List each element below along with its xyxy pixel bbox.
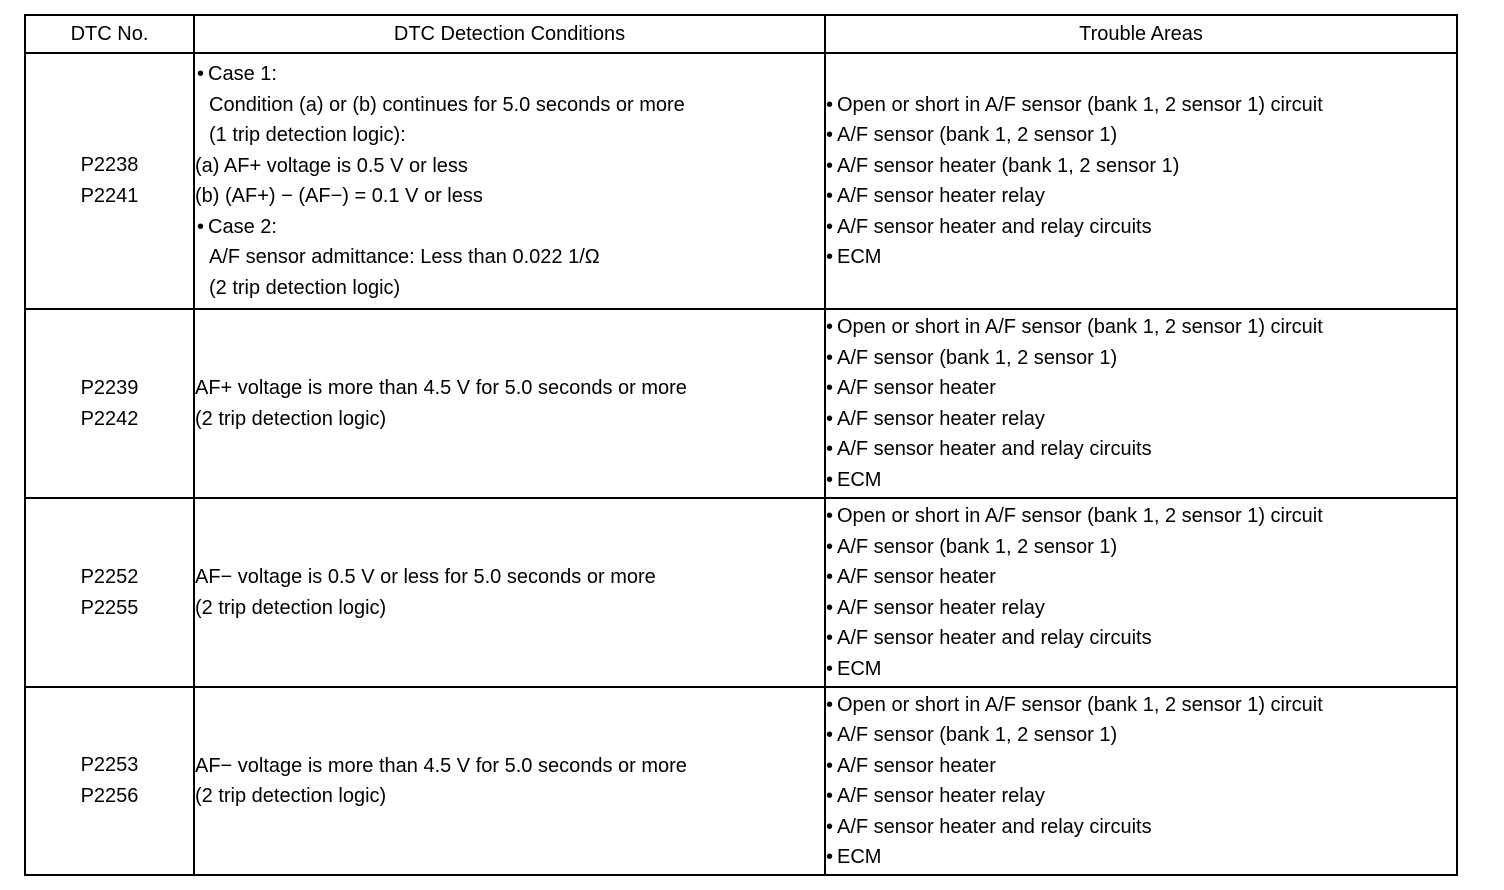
list-item <box>826 90 1456 121</box>
bullet-icon: • <box>826 215 834 238</box>
list-item <box>826 751 1456 782</box>
list-item <box>826 623 1456 654</box>
list-item <box>826 343 1456 374</box>
trouble-area-text: A/F sensor (bank 1, 2 sensor 1) <box>837 124 1118 146</box>
header-detection-conditions: DTC Detection Conditions <box>194 15 825 53</box>
trouble-area-text: A/F sensor heater relay <box>837 596 1045 619</box>
dtc-code: P2241 <box>80 185 139 207</box>
condition-b: (b) (AF+) − (AF−) = 0.1 V or less <box>195 185 483 207</box>
dtc-code: P2253 <box>80 754 139 776</box>
trouble-area-text: A/F sensor heater and relay circuits <box>837 438 1152 460</box>
list-item <box>826 562 1456 593</box>
list-item <box>826 181 1456 212</box>
bullet-icon: • <box>826 657 834 680</box>
trouble-areas-cell <box>825 309 1457 498</box>
trouble-area-text: A/F sensor heater relay <box>837 785 1045 807</box>
case-1-item <box>195 59 824 90</box>
dtc-code: P2242 <box>80 407 139 430</box>
trouble-area-text: A/F sensor heater <box>837 754 996 777</box>
dtc-code: P2255 <box>80 596 139 619</box>
list-item <box>826 151 1456 182</box>
trouble-area-text: A/F sensor heater relay <box>837 185 1045 207</box>
list-item <box>826 312 1456 343</box>
trouble-area-text: A/F sensor heater (bank 1, 2 sensor 1) <box>837 154 1180 177</box>
dtc-code: P2239 <box>80 376 139 399</box>
trouble-area-text: A/F sensor (bank 1, 2 sensor 1) <box>837 535 1118 558</box>
condition-text: (2 trip detection logic) <box>195 407 387 430</box>
header-row <box>25 15 1457 53</box>
trouble-area-text: ECM <box>837 657 882 680</box>
bullet-icon: • <box>826 468 834 491</box>
bullet-icon: • <box>826 815 834 838</box>
list-item <box>826 501 1456 532</box>
trouble-area-text: ECM <box>837 846 882 868</box>
bullet-icon: • <box>826 846 834 868</box>
list-item <box>826 654 1456 685</box>
case-label: Case 2: <box>208 215 277 238</box>
trouble-area-text: A/F sensor heater relay <box>837 407 1045 430</box>
list-item <box>826 690 1456 721</box>
condition-text: (2 trip detection logic) <box>195 596 387 619</box>
bullet-icon: • <box>826 438 834 460</box>
bullet-icon: • <box>826 724 834 746</box>
trouble-area-text: ECM <box>837 468 882 491</box>
dtc-code: P2252 <box>80 565 139 588</box>
trouble-area-text: A/F sensor heater and relay circuits <box>837 815 1152 838</box>
list-item <box>826 720 1456 751</box>
bullet-icon: • <box>197 63 205 85</box>
list-item <box>826 120 1456 151</box>
condition-a: (a) AF+ voltage is 0.5 V or less <box>195 154 468 177</box>
dtc-code: P2238 <box>80 154 139 176</box>
dtc-code-cell <box>25 687 194 875</box>
list-item <box>826 434 1456 465</box>
condition-text: (1 trip detection logic): <box>209 124 406 146</box>
condition-text: Condition (a) or (b) continues for 5.0 seconds or more <box>209 93 685 116</box>
list-item <box>826 532 1456 563</box>
dtc-code: P2256 <box>80 785 139 807</box>
bullet-icon: • <box>826 407 834 430</box>
bullet-icon: • <box>826 535 834 558</box>
list-item <box>826 812 1456 843</box>
list-item <box>826 781 1456 812</box>
bullet-icon: • <box>826 693 834 716</box>
bullet-icon: • <box>826 346 834 369</box>
bullet-icon: • <box>826 93 834 116</box>
condition-text: AF+ voltage is more than 4.5 V for 5.0 seconds or more <box>195 377 687 399</box>
dtc-table <box>24 14 1458 876</box>
trouble-areas-cell <box>825 53 1457 309</box>
bullet-icon: • <box>826 566 834 588</box>
trouble-areas-cell <box>825 687 1457 875</box>
list-item <box>826 593 1456 624</box>
trouble-area-text: A/F sensor heater and relay circuits <box>837 215 1152 238</box>
detection-conditions-cell <box>194 309 825 498</box>
trouble-area-text: Open or short in A/F sensor (bank 1, 2 sensor 1) circuit <box>837 505 1323 527</box>
condition-text: (2 trip detection logic) <box>195 785 387 807</box>
trouble-area-text: Open or short in A/F sensor (bank 1, 2 sensor 1) circuit <box>837 316 1323 338</box>
bullet-icon: • <box>826 627 834 649</box>
condition-text: A/F sensor admittance: Less than 0.022 1/Ω <box>209 246 600 268</box>
trouble-area-text: A/F sensor (bank 1, 2 sensor 1) <box>837 724 1118 746</box>
bullet-icon: • <box>826 185 834 207</box>
list-item <box>826 373 1456 404</box>
header-trouble-areas: Trouble Areas <box>825 15 1457 53</box>
trouble-area-text: A/F sensor heater <box>837 566 996 588</box>
condition-text: AF− voltage is more than 4.5 V for 5.0 seconds or more <box>195 754 687 777</box>
condition-text: (2 trip detection logic) <box>209 276 401 299</box>
case-label: Case 1: <box>208 63 277 85</box>
detection-conditions-cell <box>194 53 825 309</box>
dtc-code-cell <box>25 309 194 498</box>
case-2-item <box>195 212 824 243</box>
condition-text: AF− voltage is 0.5 V or less for 5.0 seconds or more <box>195 566 656 588</box>
trouble-areas-cell <box>825 498 1457 687</box>
bullet-icon: • <box>826 377 834 399</box>
trouble-area-text: ECM <box>837 246 882 268</box>
table-row <box>25 309 1457 498</box>
detection-conditions-cell <box>194 687 825 875</box>
list-item <box>826 465 1456 496</box>
bullet-icon: • <box>197 215 205 238</box>
dtc-code-cell <box>25 498 194 687</box>
header-dtc-no: DTC No. <box>25 15 194 53</box>
list-item <box>826 404 1456 435</box>
table-row <box>25 53 1457 309</box>
bullet-icon: • <box>826 316 834 338</box>
detection-conditions-cell <box>194 498 825 687</box>
bullet-icon: • <box>826 596 834 619</box>
bullet-icon: • <box>826 154 834 177</box>
bullet-icon: • <box>826 785 834 807</box>
trouble-area-text: Open or short in A/F sensor (bank 1, 2 sensor 1) circuit <box>837 693 1323 716</box>
trouble-area-text: A/F sensor (bank 1, 2 sensor 1) <box>837 346 1118 369</box>
table-row <box>25 687 1457 875</box>
bullet-icon: • <box>826 246 834 268</box>
bullet-icon: • <box>826 754 834 777</box>
trouble-area-text: A/F sensor heater <box>837 377 996 399</box>
dtc-code-cell <box>25 53 194 309</box>
trouble-area-text: A/F sensor heater and relay circuits <box>837 627 1152 649</box>
bullet-icon: • <box>826 505 834 527</box>
list-item <box>826 212 1456 243</box>
trouble-area-text: Open or short in A/F sensor (bank 1, 2 sensor 1) circuit <box>837 93 1323 116</box>
bullet-icon: • <box>826 124 834 146</box>
list-item <box>826 842 1456 873</box>
table-row <box>25 498 1457 687</box>
list-item <box>826 242 1456 273</box>
